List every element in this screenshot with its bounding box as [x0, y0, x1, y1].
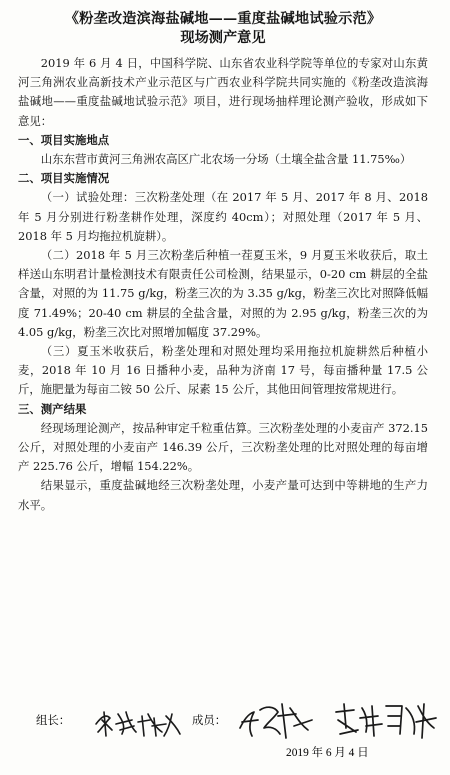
signature-row — [36, 704, 436, 744]
section-2-heading: 二、项目实施情况 — [18, 171, 110, 186]
section-2-paragraph-2: （二）2018 年 5 月三次粉垄后种植一茬夏玉米，9 月夏玉米收获后，取土样送山东明君计量检测技术有限责任公司检测，结果显示，0-20 cm 耕层的全盐含量，对照的为 11.75 g/kg，粉垄三次的为 3.35 g/kg，粉垄三次比对照降低幅度 71.49%；20-40 cm 耕层的全盐含量，对照的为 2.95 g/kg，粉垄三次的为 4.05 g/kg，粉垄三次比对照增加幅度 37.29%。 — [18, 248, 428, 339]
section-3-heading: 三、测产结果 — [18, 401, 87, 416]
section-3-paragraph-2: 结果显示，重度盐碱地经三次粉垄处理，小麦产量可达到中等耕地的生产力水平。 — [18, 478, 428, 512]
leader-signature — [92, 706, 184, 740]
section-2-paragraph-1: （一）试验处理：三次粉垄处理（在 2017 年 5 月、2017 年 8 月、2018 年 5 月分别进行粉垄耕作处理，深度约 40cm）；对照处理（2017 年 5 月、2018 年 5 月均拖拉机旋耕）。 — [18, 190, 428, 243]
section-2-paragraph-3: （三）夏玉米收获后，粉垄处理和对照处理均采用拖拉机旋耕然后种植小麦，2018 年 10 月 16 日播种小麦，品种为济南 17 号，每亩播种量 17.5 公斤，施肥量为每亩二铵 50 公斤、尿素 15 公斤，其他田间管理按常规进行。 — [18, 344, 428, 397]
intro-paragraph: 2019 年 6 月 4 日，中国科学院、山东省农业科学院等单位的专家对山东黄河三角洲农业高新技术产业示范区与广西农业科学院共同实施的《粉垄改造滨海盐碱地——重度盐碱地试验示范》项目，进行现场抽样理论测产验收，形成如下意见： — [18, 56, 428, 128]
document-subtitle: 现场测产意见 — [180, 30, 266, 46]
document-title: 《粉垄改造滨海盐碱地——重度盐碱地试验示范》 — [64, 11, 382, 27]
section-1-text: 山东东营市黄河三角洲农高区广北农场一分场（土壤全盐含量 11.75‰） — [40, 152, 412, 167]
member-signature-2 — [332, 698, 440, 744]
signature-date: 2019 年 6 月 4 日 — [286, 747, 369, 759]
section-3-paragraph-1: 经现场理论测产，按品种审定千粒重估算。三次粉垄处理的小麦亩产 372.15 公斤，对照处理的小麦亩产 146.39 公斤，三次粉垄处理的比对照处理的每亩增产 225.76 公斤，增幅 154.22%。 — [18, 420, 428, 474]
leader-label: 组长： — [36, 715, 71, 727]
section-1-heading: 一、项目实施地点 — [18, 132, 110, 147]
member-signature-1 — [234, 698, 316, 744]
members-label: 成员： — [192, 715, 227, 727]
